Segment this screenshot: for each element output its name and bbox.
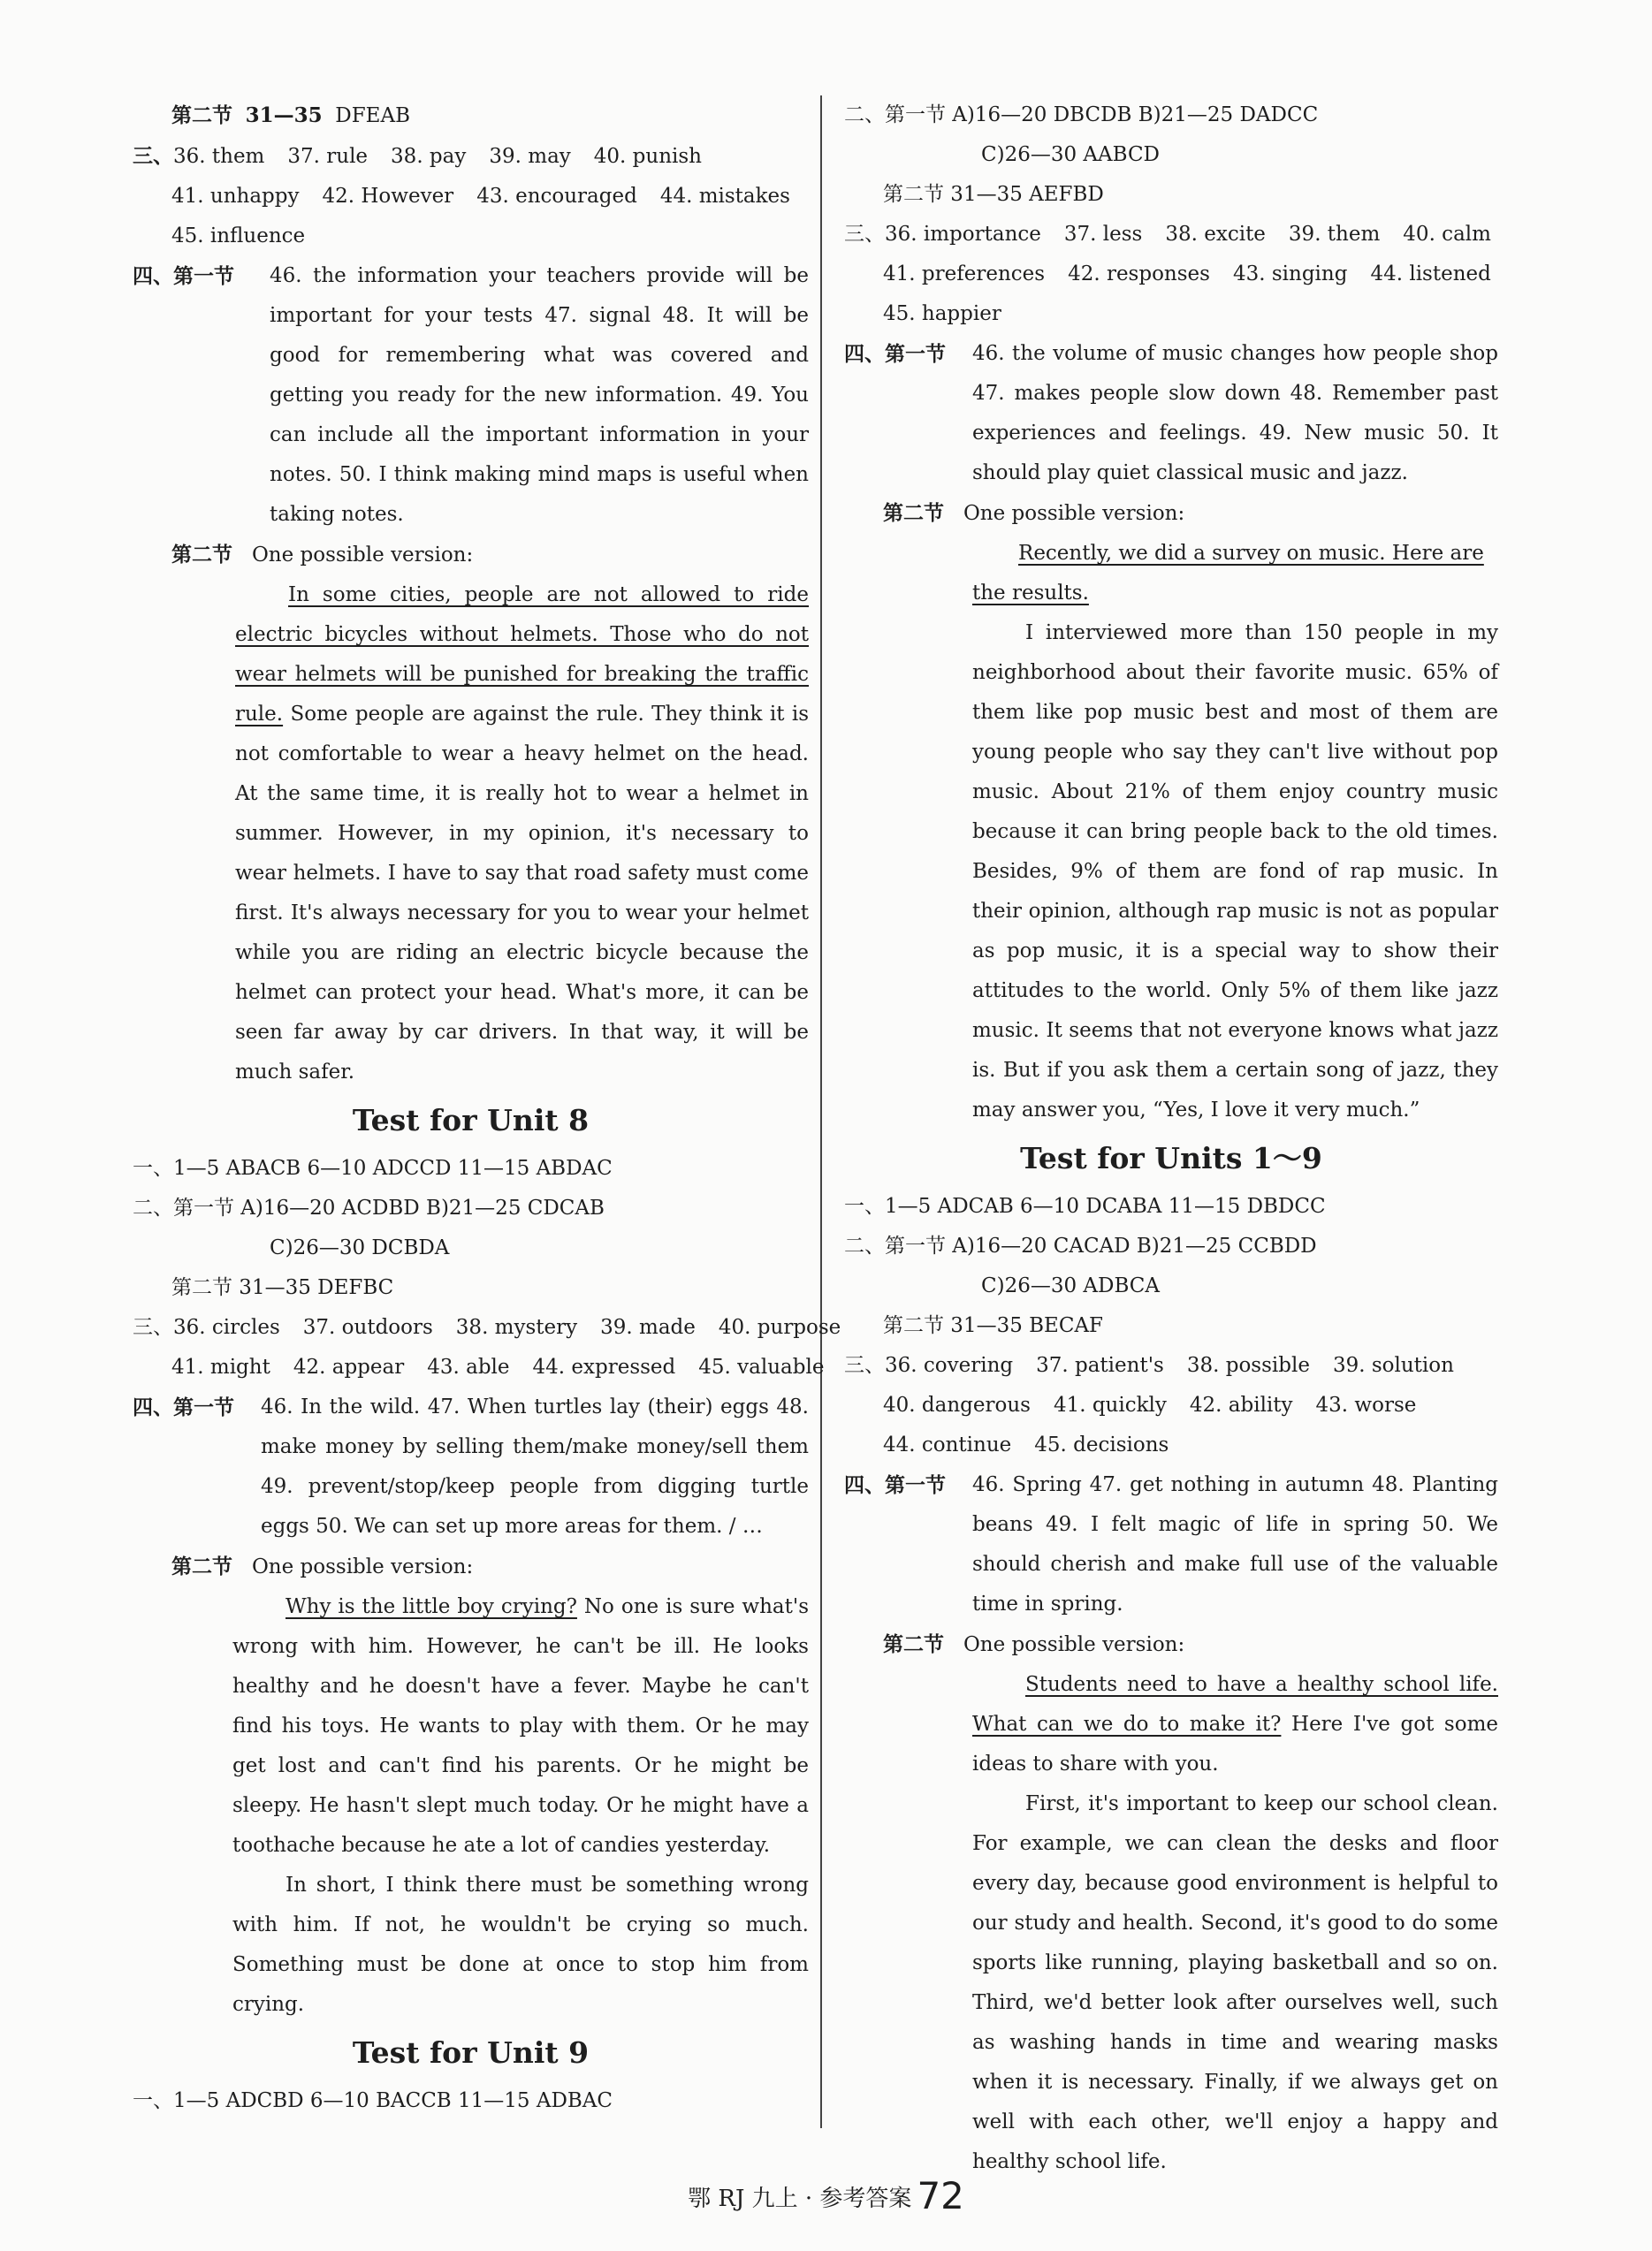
unit-8-title: Test for Unit 8 (352, 1103, 590, 1137)
r-writing-lead: Recently, we did a survey on music. Here are the results. (972, 542, 1484, 605)
unit-8-part3b: 41. might 42. appear 43. able 44. expressed 45. valuable (171, 1356, 825, 1379)
page-footer (0, 2174, 1652, 2217)
column-divider (820, 95, 822, 2128)
r-section-3a: 三、36. importance 37. less 38. excite 39. them 40. calm (844, 223, 1491, 246)
r-writing-p1: I interviewed more than 150 people in my neighborhood about their favorite music. 65% of them like pop music best and most of them are young people who say they can't live without pop music. About 21% of them enjoy country music because it can bring people back to the old times. Besides, 9% of them are fond of rap music. In their opinion, although rap music is not as popular as pop music, it is a special way to show their attitudes to the world. Only 5% of them like jazz music. It seems that not everyone knows what jazz is. But if you ask them a certain song of jazz, they may answer you, “Yes, I love it very much.” (972, 621, 1498, 1122)
unit-8-part3a: 三、36. circles 37. outdoors 38. mystery 39. made 40. purpose (133, 1316, 841, 1339)
u19-part3b: 40. dangerous 41. quickly 42. ability 43. worse (883, 1394, 1417, 1417)
r-writing-header: 第二节 One possible version: (883, 501, 1185, 525)
u19-writing-p2: First, it's important to keep our school clean. For example, we can clean the desks and floor every day, because good environment is helpful to our study and health. Second, it's good to do some sports like running, playing basketball and so on. Third, we'd better look after ourselves well, such as washing hands in time and wearing masks when it is necessary. Finally, if we always get on well with each other, we'll enjoy a happy and healthy school life. (972, 1792, 1498, 2173)
section-3-line2: 41. unhappy 42. However 43. encouraged 44. mistakes (171, 185, 790, 208)
unit-8-part2b: C)26—30 DCBDA (270, 1236, 450, 1259)
r-section-2a: 二、第一节 A)16—20 DBCDB B)21—25 DADCC (844, 103, 1319, 126)
page-number: 72 (917, 2174, 964, 2217)
unit-9-part1: 一、1—5 ADCBD 6—10 BACCB 11—15 ADBAC (133, 2089, 613, 2112)
section-3-line3: 45. influence (171, 224, 306, 247)
u19-part2b: C)26—30 ADBCA (981, 1274, 1161, 1297)
right-column (844, 95, 1498, 2182)
section-2-answers: 第二节 31—35 DFEAB (171, 103, 410, 127)
r-section-3c: 45. happier (883, 302, 1001, 325)
unit-8-part2a: 二、第一节 A)16—20 ACDBD B)21—25 CDCAB (133, 1197, 605, 1220)
u19-part4: 四、第一节 46. Spring 47. get nothing in autumn 48. Planting beans 49. I felt magic of life in spring 50. We should cherish and make full use of the valuable time in spring. (844, 1473, 1498, 1616)
unit-8-part4: 四、第一节 46. In the wild. 47. When turtles lay (their) eggs 48. make money by selling them/make money/sell them 49. prevent/stop/keep people from digging turtle eggs 50. We can set up more areas for them. / … (133, 1395, 809, 1538)
writing-header: 第二节 One possible version: (171, 543, 474, 567)
u19-part1: 一、1—5 ADCAB 6—10 DCABA 11—15 DBDCC (844, 1195, 1326, 1218)
unit-9-title: Test for Unit 9 (352, 2035, 590, 2070)
section-4-part1: 四、第一节 46. the information your teachers provide will be important for your tests 47. signal 48. It will be good for remembering what was covered and getting you ready for the new information. 49. You can include all the important information in your notes. 50. I think making mind maps is useful when taking notes. (133, 264, 809, 526)
u19-writing-p1: Students need to have a healthy school life. What can we do to make it? Here I've got some ideas to share with you. (972, 1673, 1498, 1776)
unit-8-part1: 一、1—5 ABACB 6—10 ADCCD 11—15 ABDAC (133, 1157, 613, 1180)
unit-8-writing-header: 第二节 One possible version: (171, 1555, 474, 1578)
u19-part3c: 44. continue 45. decisions (883, 1433, 1169, 1456)
u19-part2c: 第二节 31—35 BECAF (883, 1314, 1104, 1337)
unit-8-part2c: 第二节 31—35 DEFBC (171, 1276, 394, 1299)
u19-writing-header: 第二节 One possible version: (883, 1632, 1185, 1656)
units-1-9-title: Test for Units 1～9 (1020, 1141, 1322, 1175)
left-column (133, 95, 841, 2121)
u19-part2a: 二、第一节 A)16—20 CACAD B)21—25 CCBDD (844, 1235, 1317, 1258)
r-section-3b: 41. preferences 42. responses 43. singing 44. listened (883, 262, 1491, 285)
writing-passage: In some cities, people are not allowed to ride electric bicycles without helmets. Those who do not wear helmets will be punished for breaking the traffic rule. Some people are against the rule. They think it is not comfortable to wear a heavy helmet on the head. At the same time, it is really hot to wear a helmet in summer. However, in my opinion, it's necessary to wear helmets. I have to say that road safety must come first. It's always necessary for you to wear your helmet while you are riding an electric bicycle because the helmet can protect your head. What's more, it can be seen far away by car drivers. In that way, it will be much safer. (235, 583, 809, 1084)
section-3-line1: 三、36. them 37. rule 38. pay 39. may 40. punish (133, 144, 702, 168)
u19-part3a: 三、36. covering 37. patient's 38. possible 39. solution (844, 1354, 1454, 1377)
unit-8-writing-p2: In short, I think there must be something wrong with him. If not, he wouldn't be crying so much. Something must be done at once to stop him from crying. (232, 1874, 809, 2016)
r-section-4-part1: 四、第一节 46. the volume of music changes how people shop 47. makes people slow down 48. Remember past experiences and feelings. 49. New music 50. It should play quiet classical music and jazz. (844, 342, 1498, 484)
footer-label: 鄂 RJ 九上 · 参考答案 (688, 2186, 912, 2212)
r-section-2c: 第二节 31—35 AEFBD (883, 183, 1104, 206)
r-section-2b: C)26—30 AABCD (981, 143, 1161, 166)
unit-8-writing-p1: Why is the little boy crying? No one is sure what's wrong with him. However, he can't be ill. He looks healthy and he doesn't have a fever. Maybe he can't find his toys. He wants to play with them. Or he may get lost and can't find his parents. Or he might be sleepy. He hasn't slept much today. Or he might have a toothache because he ate a lot of candies yesterday. (232, 1595, 810, 1857)
